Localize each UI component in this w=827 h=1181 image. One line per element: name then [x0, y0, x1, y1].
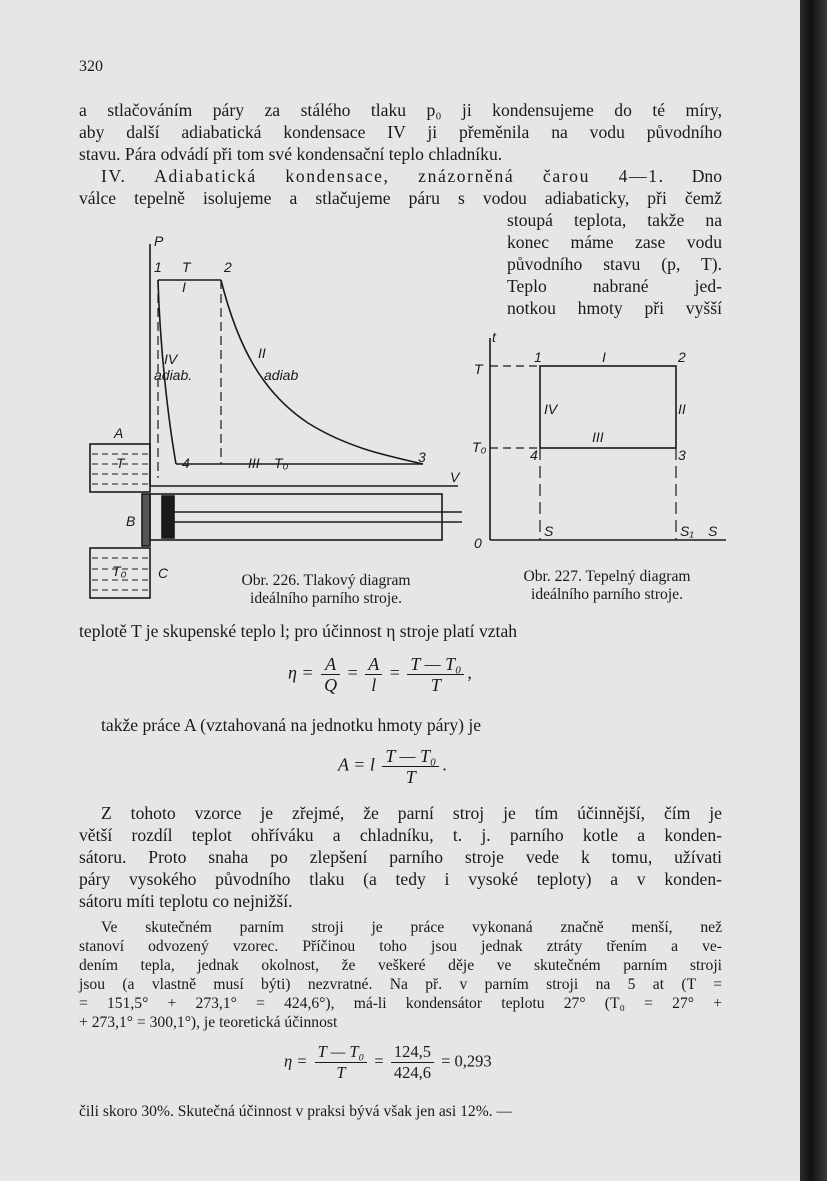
paragraph-line: takže práce A (vztahovaná na jednotku hmoty páry) je — [101, 715, 482, 735]
pressure-diagram-figure — [78, 228, 478, 608]
label-T: T — [474, 361, 483, 377]
caption-line: Obr. 227. Tepelný diagram — [523, 568, 691, 585]
caption-line: Obr. 226. Tlakový diagram — [241, 572, 411, 589]
small-print-line: Ve skutečném parním stroji je práce vykonaná značně menší, než — [101, 919, 722, 936]
adiabat-2-3 — [221, 280, 423, 464]
axis-label-v: V — [450, 469, 460, 485]
paragraph-line: notkou hmoty při vyšší — [507, 298, 722, 318]
temperature-entropy-diagram — [468, 328, 738, 558]
frac-den: T — [430, 675, 441, 695]
frac-den: T — [336, 1063, 346, 1082]
small-print-line: čili skoro 30%. Skutečná účinnost v praksi bývá však jen asi 12%. — — [79, 1103, 513, 1120]
formula-result: = 0,293 — [441, 1051, 492, 1071]
formula-lhs: η = — [288, 662, 314, 683]
label-cooler-T0: T₀ — [112, 563, 127, 579]
frac-den: Q — [324, 675, 338, 695]
small-print-line: jsou (a vlastně musí býti) nezvratné. Na př. v parním stroji na 5 at (T = — [79, 976, 722, 993]
formula-work — [338, 746, 447, 787]
point-label-1: 1 — [154, 259, 162, 275]
point-label-1: 1 — [534, 349, 542, 365]
paragraph-line: Teplo nabrané jed- — [507, 276, 722, 296]
label-IV: IV — [544, 401, 558, 417]
piston — [162, 496, 174, 538]
formula-example — [284, 1042, 492, 1083]
small-print-line: = 151,5° + 273,1° = 424,6°), má-li kondensátor teplotu 27° (T₀ = 27° + — [79, 995, 722, 1012]
label-C: C — [158, 565, 169, 581]
paragraph-line: Z tohoto vzorce je zřejmé, že parní stroj je tím účinnější, čím je — [101, 803, 722, 823]
frac-den: T — [405, 767, 416, 787]
comma: , — [467, 662, 472, 683]
paragraph-line: stavu. Pára odvádí při tom své kondensační teplo chladníku. — [79, 144, 503, 164]
point-label-3: 3 — [418, 449, 426, 465]
label-S: S — [544, 523, 554, 539]
section-iv-heading-rest: Dno — [691, 166, 722, 186]
page-binding-edge — [800, 0, 827, 1181]
paragraph-line: původního stavu (p, T). — [507, 254, 722, 274]
paragraph-line: a stlačováním páry za stálého tlaku p₀ ji kondensujeme do té míry, — [79, 100, 722, 120]
paragraph-line: sátoru míti teplotu co nejnižší. — [79, 891, 293, 911]
paragraph-line: větší rozdíl teplot ohříváku a chladníku, t. j. parního kotle a konden- — [79, 825, 722, 845]
caption-line: ideálního parního stroje. — [249, 590, 402, 607]
label-III: III — [248, 455, 260, 471]
frac-num: T — T₀ — [315, 1042, 368, 1063]
label-II: II — [678, 401, 686, 417]
frac-num: T — T₀ — [382, 746, 439, 767]
cylinder — [150, 494, 442, 540]
label-I: I — [182, 279, 186, 295]
label-adiab-2: adiab — [264, 367, 299, 383]
formula-lhs: A = l — [338, 754, 375, 775]
equals: = — [347, 662, 358, 683]
frac-den: l — [371, 675, 377, 695]
frac-num: A — [365, 654, 382, 675]
formula-lhs: η = — [284, 1051, 308, 1071]
carnot-rectangle — [540, 366, 676, 448]
label-B: B — [126, 513, 136, 529]
label-T: T — [182, 259, 191, 275]
axis-label-t: t — [492, 329, 496, 345]
label-III: III — [592, 429, 604, 445]
period: . — [442, 754, 447, 775]
axis-label-s: S — [708, 523, 718, 539]
paragraph-line: aby další adiabatická kondensace IV ji přeměnila na vodu původního — [79, 122, 722, 142]
frac-num: 124,5 — [391, 1042, 434, 1063]
point-label-2: 2 — [224, 259, 232, 275]
frac-num: A — [321, 654, 340, 675]
paragraph-line: stoupá teplota, takže na — [507, 210, 722, 230]
paragraph-line: konec máme zase vodu — [507, 232, 722, 252]
paragraph-line: válce tepelně isolujeme a stlačujeme páru s vodou adiabaticky, při čemž — [79, 188, 722, 208]
label-T0: T₀ — [472, 439, 487, 455]
formula-efficiency — [288, 654, 472, 695]
label-heater-T: T — [116, 455, 125, 471]
label-S1: S₁ — [680, 523, 694, 539]
small-print-line: stanoví odvozený vzorec. Příčinou toho jsou jednak ztráty třením a ve- — [79, 938, 722, 955]
section-iv-heading: IV. Adiabatická kondensace, znázorněná čarou 4—1. — [101, 166, 665, 186]
figure-227-caption — [476, 568, 738, 604]
axis-label-p: P — [154, 233, 164, 249]
paragraph-line: páry vysokého původního tlaku (a tedy i vysoké teploty) a v konden- — [79, 869, 722, 889]
label-IV: IV — [164, 351, 178, 367]
equals: = — [389, 662, 400, 683]
paragraph-line: sátoru. Proto snaha po zlepšení parního stroje vede k tomu, užívati — [79, 847, 722, 867]
equals: = — [374, 1051, 384, 1071]
figure-226-caption — [198, 572, 454, 608]
section-iv-heading-line — [79, 166, 722, 188]
point-label-4: 4 — [530, 447, 538, 463]
frac-num: T — T₀ — [407, 654, 464, 675]
label-T0: T₀ — [274, 455, 289, 471]
label-adiab-1: adiab. — [154, 367, 193, 383]
point-label-2: 2 — [678, 349, 686, 365]
label-II: II — [258, 345, 266, 361]
paragraph-line: teplotě T je skupenské teplo l; pro účinnost η stroje platí vztah — [79, 621, 518, 641]
point-label-4: 4 — [182, 455, 190, 471]
label-A: A — [114, 425, 124, 441]
frac-den: 424,6 — [393, 1063, 431, 1082]
small-print-line: + 273,1° = 300,1°), je teoretická účinnost — [79, 1014, 338, 1031]
origin-label: 0 — [474, 535, 482, 551]
page-number: 320 — [79, 58, 103, 75]
insulator-block — [142, 494, 150, 546]
label-I: I — [602, 349, 606, 365]
point-label-3: 3 — [678, 447, 686, 463]
caption-line: ideálního parního stroje. — [530, 586, 683, 603]
small-print-line: dením tepla, jednak okolnost, že veškeré děje ve skutečném parním stroji — [79, 957, 722, 974]
